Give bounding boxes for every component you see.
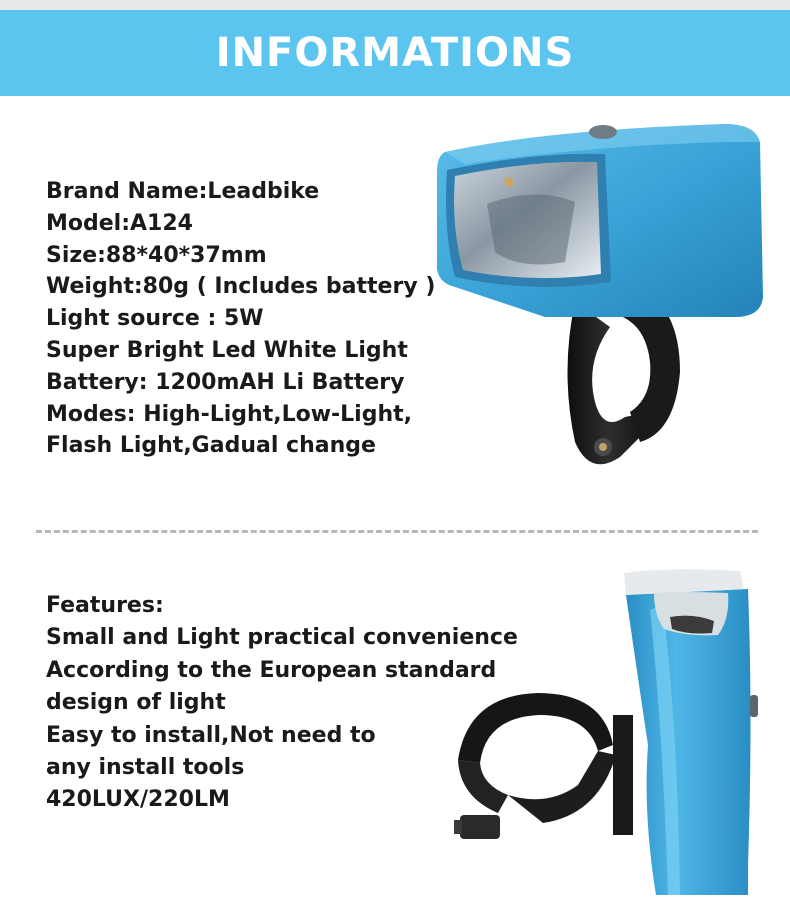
features-heading: Features: — [46, 593, 164, 618]
spec-brand: Brand Name:Leadbike — [46, 179, 320, 204]
feature-design: design of light — [46, 690, 226, 716]
spec-weight: Weight:80g ( Includes battery ) — [46, 274, 436, 300]
page-title: INFORMATIONS — [215, 30, 575, 76]
banner-top-strip — [0, 0, 790, 10]
spec-battery: Battery: 1200mAH Li Battery — [46, 369, 405, 395]
header-banner — [0, 0, 790, 98]
feature-lux: 420LUX/220LM — [46, 787, 230, 813]
spec-led: Super Bright Led White Light — [46, 337, 408, 363]
feature-no-tools: any install tools — [46, 754, 245, 780]
spec-light-source: Light source : 5W — [46, 306, 264, 332]
headlight-side-photo — [448, 565, 778, 895]
side-mount — [454, 693, 633, 839]
spec-modes: Modes: High-Light,Low-Light, — [46, 401, 412, 427]
spec-model: Model:A124 — [46, 210, 193, 236]
headlight-front-photo — [425, 112, 765, 492]
feature-small-light: Small and Light practical convenience — [46, 625, 518, 651]
headlight-lens — [446, 154, 611, 287]
side-body — [624, 569, 758, 895]
section-divider — [36, 530, 758, 533]
feature-easy-install: Easy to install,Not need to — [46, 722, 376, 748]
spec-modes-continued: Flash Light,Gadual change — [46, 433, 376, 459]
feature-european-standard: According to the European standard — [46, 657, 497, 683]
spec-list — [46, 176, 466, 462]
spec-size: Size:88*40*37mm — [46, 242, 267, 268]
